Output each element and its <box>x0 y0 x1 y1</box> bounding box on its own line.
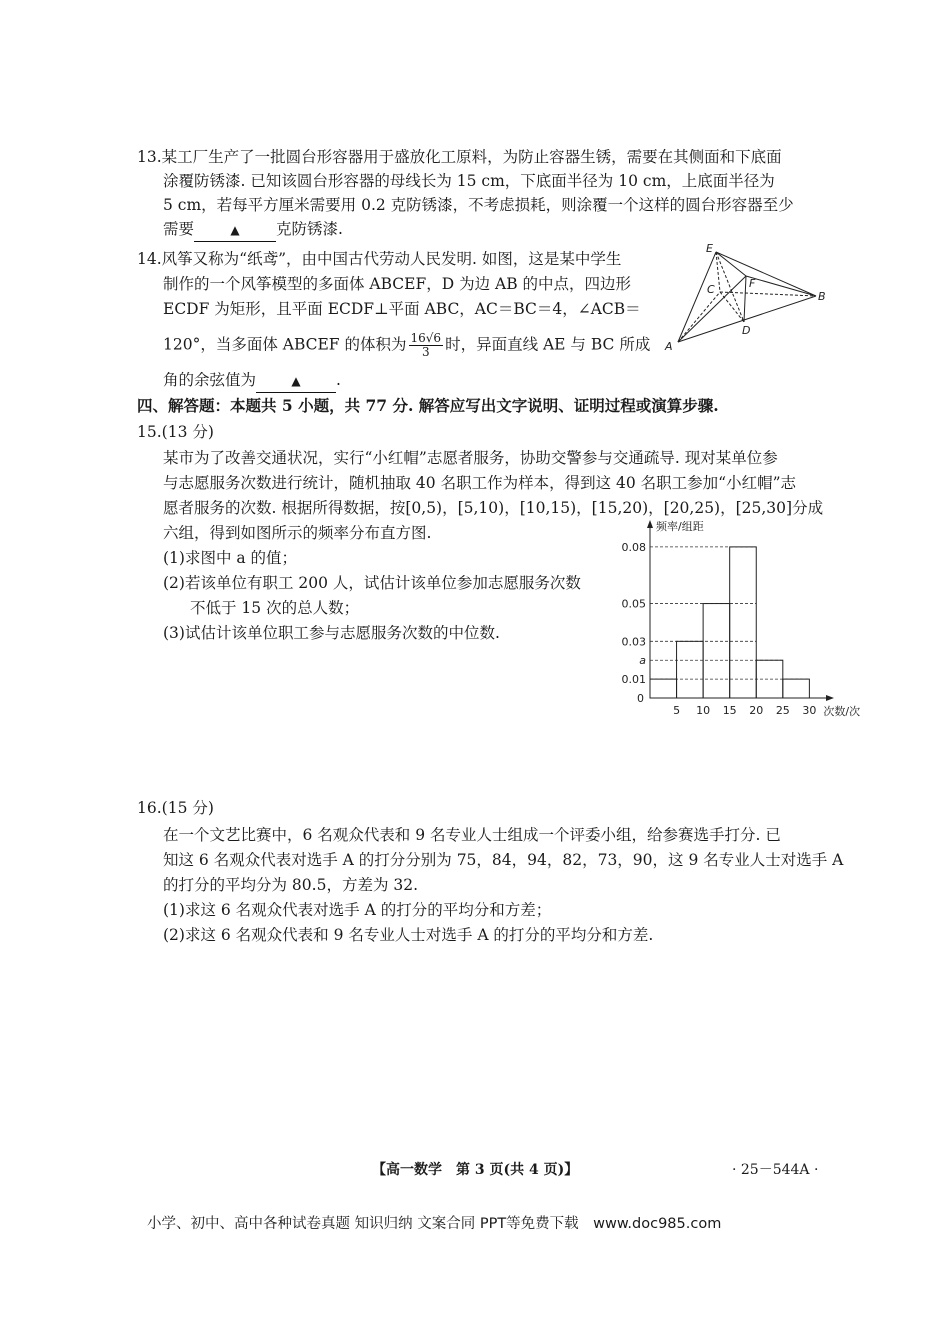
q15-sub1: (1)求图中 a 的值； <box>163 549 298 567</box>
q13-line4: 需要 ▲ 克防锈漆. <box>163 218 343 242</box>
q15-score: (13 分) <box>161 423 214 441</box>
x-axis-title: 次数/次 <box>823 705 861 718</box>
histogram-bar <box>730 547 757 698</box>
q13-number: 13. <box>137 148 162 166</box>
histogram-bar <box>703 604 730 698</box>
label-A: A <box>665 340 673 353</box>
edge-FB <box>746 276 816 296</box>
q16-sub1: (1)求这 6 名观众代表对选手 A 的打分的平均分和方差； <box>163 901 552 919</box>
histogram-bar <box>783 679 810 698</box>
q13-line3: 5 cm，若每平方厘米需要用 0.2 克防锈漆，不考虑损耗，则涂覆一个这样的圆台形容器至少 <box>163 196 794 214</box>
q16-line3: 的打分的平均分为 80.5，方差为 32. <box>163 876 419 894</box>
x-tick-label: 10 <box>696 704 711 717</box>
histogram-bar <box>677 641 704 698</box>
label-B: B <box>818 290 826 303</box>
q14-line3: ECDF 为矩形，且平面 ECDF⊥平面 ABC，AC＝BC＝4，∠ACB＝ <box>163 300 641 318</box>
q15-line4: 六组，得到如图所示的频率分布直方图. <box>163 524 432 542</box>
q15-number: 15. <box>137 423 162 441</box>
q16-line2: 知这 6 名观众代表对选手 A 的打分分别为 75，84，94，82，73，90，这 9 名专业人士对选手 A <box>163 851 844 869</box>
label-E: E <box>706 242 713 255</box>
x-tick-label: 5 <box>673 704 681 717</box>
q15-line3: 愿者服务的次数. 根据所得数据，按[0,5)，[5,10)，[10,15)，[15,20)，[20,25)，[25,30]分成 <box>163 499 824 517</box>
q16-number: 16. <box>137 799 162 817</box>
edge-CD <box>720 292 744 322</box>
download-ad-link[interactable]: 小学、初中、高中各种试卷真题 知识归纳 文案合同 PPT等免费下载 www.doc985.com <box>147 1216 722 1232</box>
x-tick-label: 20 <box>749 704 764 717</box>
q14-line1: 14.风筝又称为“纸鸢”，由中国古代劳动人民发明. 如图，这是某中学生 <box>137 250 622 268</box>
q14-number: 14. <box>137 250 162 268</box>
y-tick-label: 0.01 <box>621 673 646 687</box>
q14-line5: 角的余弦值为 ▲ . <box>163 369 341 393</box>
x-axis-arrow <box>826 695 834 701</box>
y-tick-label: 0.08 <box>621 540 646 554</box>
q16-score: (15 分) <box>161 799 214 817</box>
x-tick-label: 15 <box>722 704 737 717</box>
section4-heading: 四、解答题：本题共 5 小题，共 77 分. 解答应写出文字说明、证明过程或演算步骤. <box>137 396 719 415</box>
label-C: C <box>707 283 715 296</box>
edge-AE <box>678 252 716 342</box>
q14-line4: 120°，当多面体 ABCEF 的体积为 $\frac{16√6}{3}$ 时，异面直线 AE 与 BC 所成 <box>163 331 651 359</box>
q15-sub3: (3)试估计该单位职工参与志愿服务次数的中位数. <box>163 624 500 642</box>
q16-line1: 在一个文艺比赛中，6 名观众代表和 9 名专业人士组成一个评委小组，给参赛选手打分. 已 <box>163 826 781 844</box>
histogram-bar <box>650 679 677 698</box>
page-footer: 【高一数学 第 3 页(共 4 页)】 <box>372 1162 579 1178</box>
edge-FD <box>744 276 746 322</box>
label-D: D <box>742 324 751 337</box>
x-tick-label: 25 <box>775 704 790 717</box>
page-code: · 25－544A · <box>732 1162 819 1178</box>
origin-label: 0 <box>637 692 644 705</box>
kite-polyhedron-figure <box>660 238 830 358</box>
q13-answer-blank[interactable]: ▲ <box>194 218 276 242</box>
q13-line1: 13.某工厂生产了一批圆台形容器用于盛放化工原料，为防止容器生锈，需要在其侧面和下底面 <box>137 148 782 166</box>
y-axis-title: 频率/组距 <box>656 520 704 533</box>
x-tick-label: 30 <box>802 704 817 717</box>
q15-header <box>137 421 214 443</box>
frequency-histogram <box>605 518 861 723</box>
y-tick-label: a <box>639 654 646 668</box>
edge-CB <box>720 292 816 296</box>
q15-sub2a: (2)若该单位有职工 200 人，试估计该单位参加志愿服务次数 <box>163 574 581 592</box>
volume-fraction: $\frac{16√6}{3}$ <box>410 331 442 359</box>
q14-line2: 制作的一个风筝模型的多面体 ABCEF，D 为边 AB 的中点，四边形 <box>163 275 632 293</box>
q16-sub2: (2)求这 6 名观众代表和 9 名专业人士对选手 A 的打分的平均分和方差. <box>163 926 654 944</box>
q14-answer-blank[interactable]: ▲ <box>256 369 336 393</box>
q15-line1: 某市为了改善交通状况，实行“小红帽”志愿者服务，协助交警参与交通疏导. 现对某单位参 <box>163 449 778 467</box>
q13-line2: 涂覆防锈漆. 已知该圆台形容器的母线长为 15 cm，下底面半径为 10 cm，上底面半径为 <box>163 172 775 190</box>
y-tick-label: 0.03 <box>621 635 646 649</box>
q15-line2: 与志愿服务次数进行统计，随机抽取 40 名职工作为样本，得到这 40 名职工参加“小红帽”志 <box>163 474 797 492</box>
y-tick-label: 0.05 <box>621 597 646 611</box>
label-F: F <box>749 277 756 290</box>
q16-header <box>137 797 214 819</box>
y-axis-arrow <box>647 520 653 528</box>
q15-sub2b: 不低于 15 次的总人数； <box>190 599 360 617</box>
